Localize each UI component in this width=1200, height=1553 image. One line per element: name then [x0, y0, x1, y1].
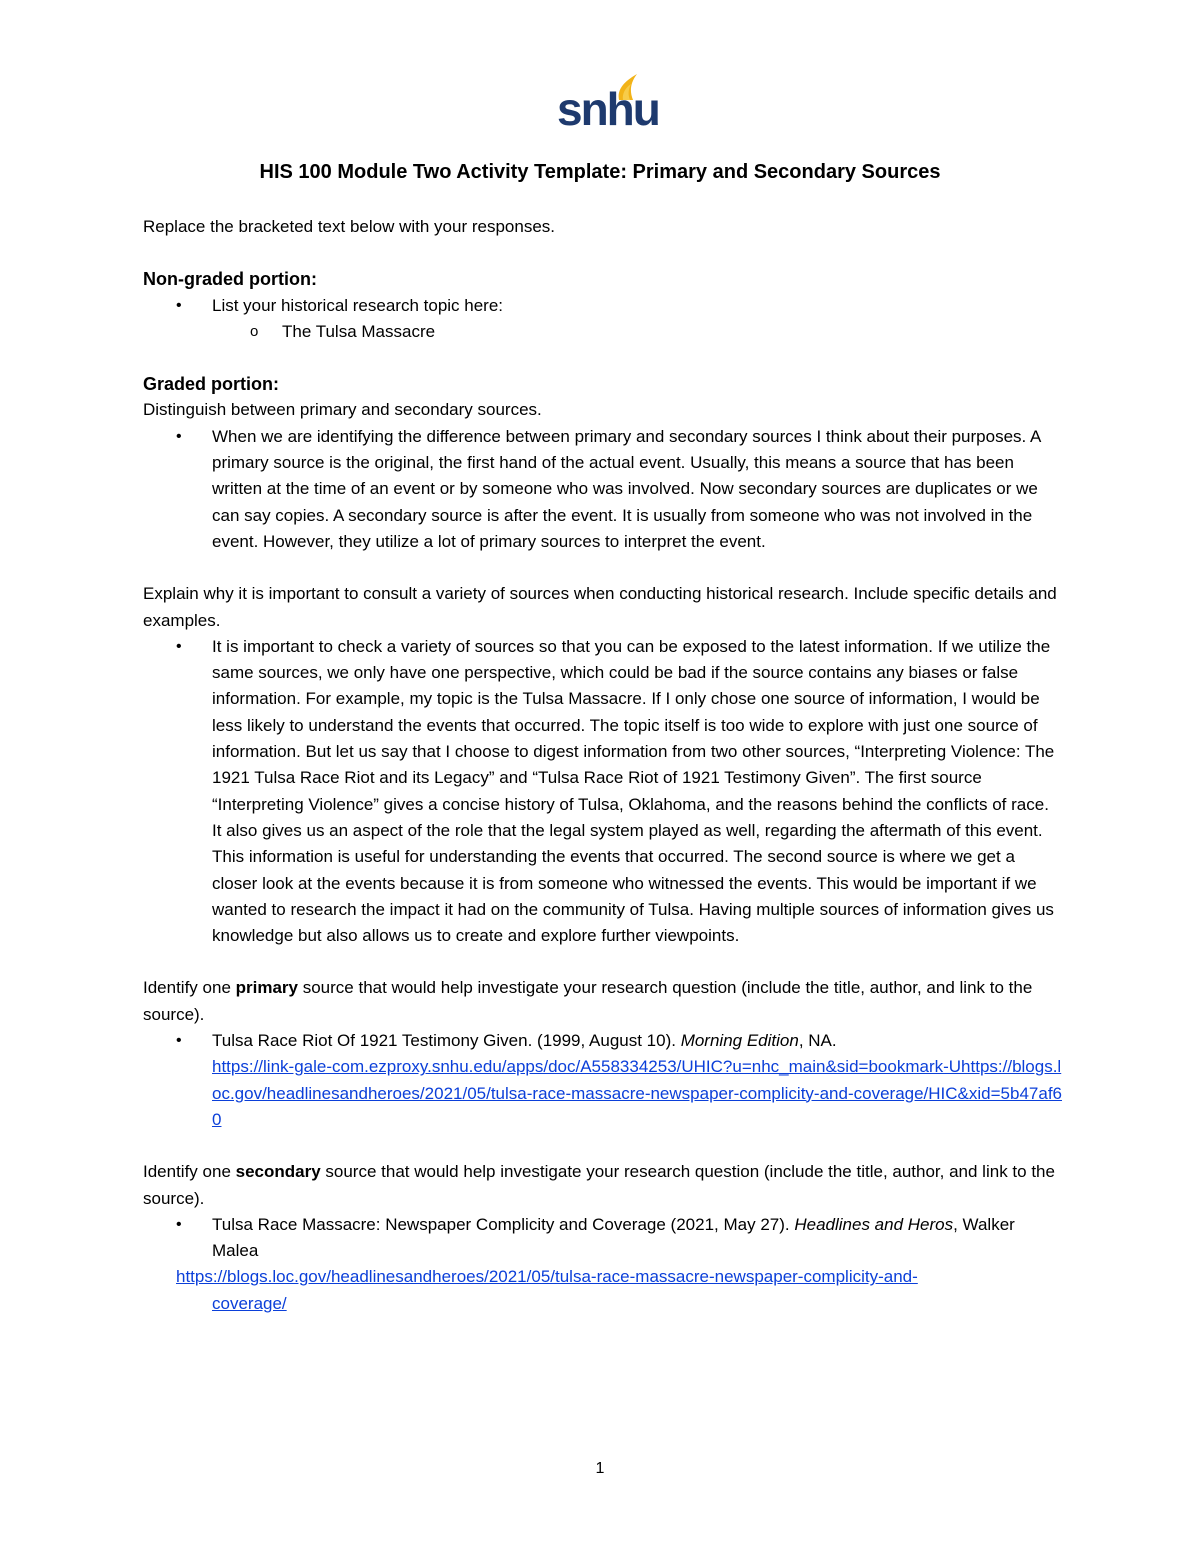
- topic-prompt: List your historical research topic here:: [212, 295, 504, 315]
- snhu-logo: [553, 72, 659, 135]
- nongraded-list: [143, 293, 1063, 319]
- answer-3-tail: , NA.: [798, 1031, 837, 1051]
- list-item: [143, 319, 1063, 345]
- topic-answer: The Tulsa Massacre: [282, 321, 436, 341]
- question-3-post: source that would help investigate your research question (include the title, author, and link to the source).: [143, 978, 1033, 1024]
- list-item: [143, 634, 1063, 950]
- bullet-icon: •: [176, 1032, 182, 1050]
- bullet-icon: •: [176, 637, 182, 655]
- answer-3-publication: Morning Edition: [680, 1031, 799, 1051]
- document-title: HIS 100 Module Two Activity Template: Primary and Secondary Sources: [259, 161, 941, 183]
- secondary-source-link-continued[interactable]: coverage/: [212, 1293, 287, 1313]
- question-4-bold: secondary: [235, 1162, 321, 1182]
- question-2: Explain why it is important to consult a variety of sources when conducting historical research. Include specific details and examples.: [143, 584, 1057, 630]
- answer-1-list: [143, 424, 1063, 555]
- answer-1: When we are identifying the difference between primary and secondary sources I think about their purposes. A primary source is the original, the first hand of the actual event. Usually, this means a source that has been written at the time of an event or by someone who was involved. Now secondary sources are duplicates or we can say copies. A secondary source is after the event. It is usually from someone who was not involved in the event. However, they utilize a lot of primary sources to interpret the event.: [212, 426, 1041, 551]
- document-body: [143, 214, 1063, 1317]
- primary-source-link[interactable]: https://link-gale-com.ezproxy.snhu.edu/apps/doc/A558334253/UHIC?u=nhc_main&sid=bookmark-Uhttps://blogs.loc.gov/headlinesandheroes/2021/05/tulsa-race-massacre-newspaper-complicity-and-coverage/HIC&xid=5b47af60: [212, 1057, 1062, 1129]
- list-item: [143, 1212, 1063, 1265]
- answer-2: It is important to check a variety of sources so that you can be exposed to the latest information. If we utilize the same sources, we only have one perspective, which could be bad if the source contains any biases or false information. For example, my topic is the Tulsa Massacre. If I only chose one source of information, I would be less likely to understand the events that occurred. The topic itself is too wide to explore with just one source of information. But let us say that I choose to digest information from two other sources, “Interpreting Violence: The 1921 Tulsa Race Riot and its Legacy” and “Tulsa Race Riot of 1921 Testimony Given”. The first source “Interpreting Violence” gives a concise history of Tulsa, Oklahoma, and the reasons behind the conflicts of race. It also gives us an aspect of the role that the legal system played as well, regarding the aftermath of this event. This information is useful for understanding the events that occurred. The second source is where we get a closer look at the events because it is from someone who witnessed the events. This would be important if we wanted to research the impact it had on the community of Tulsa. Having multiple sources of information gives us knowledge but also allows us to create and explore further viewpoints.: [212, 636, 1055, 946]
- question-1: Distinguish between primary and secondary sources.: [143, 400, 542, 420]
- graded-heading: Graded portion:: [143, 374, 279, 395]
- answer-4-list: [143, 1212, 1063, 1265]
- answer-3-citation: Tulsa Race Riot Of 1921 Testimony Given. (1999, August 10).: [212, 1031, 681, 1051]
- instructions: Replace the bracketed text below with your responses.: [143, 217, 556, 236]
- question-3-bold: primary: [235, 978, 298, 998]
- question-4-post: source that would help investigate your research question (include the title, author, and link to the source).: [143, 1162, 1055, 1208]
- answer-4-citation: Tulsa Race Massacre: Newspaper Complicity and Coverage (2021, May 27).: [212, 1214, 795, 1234]
- question-4: [143, 1159, 1063, 1212]
- list-item: [143, 293, 1063, 319]
- list-item: [143, 1028, 1063, 1133]
- secondary-link-line-2: [143, 1291, 1063, 1317]
- secondary-source-link[interactable]: https://blogs.loc.gov/headlinesandheroes/2021/05/tulsa-race-massacre-newspaper-complicity-and-: [176, 1267, 918, 1287]
- question-4-pre: Identify one: [143, 1162, 236, 1182]
- list-item: [143, 424, 1063, 555]
- secondary-link-line-1: [143, 1264, 1063, 1290]
- nongraded-sublist: [143, 319, 1063, 345]
- answer-3-list: [143, 1028, 1063, 1133]
- answer-2-list: [143, 634, 1063, 950]
- page-number: 1: [595, 1460, 605, 1477]
- bullet-icon: •: [176, 427, 182, 445]
- nongraded-heading: Non-graded portion:: [143, 269, 317, 290]
- answer-4-publication: Headlines and Heros: [794, 1214, 954, 1234]
- bullet-icon: •: [176, 1215, 182, 1233]
- sub-bullet-icon: o: [250, 322, 259, 340]
- answer-4-author: , Walker Malea: [212, 1214, 1015, 1261]
- question-3-pre: Identify one: [143, 978, 236, 998]
- bullet-icon: •: [176, 296, 182, 314]
- logo-wordmark: snhu: [557, 83, 659, 135]
- question-3: [143, 975, 1063, 1028]
